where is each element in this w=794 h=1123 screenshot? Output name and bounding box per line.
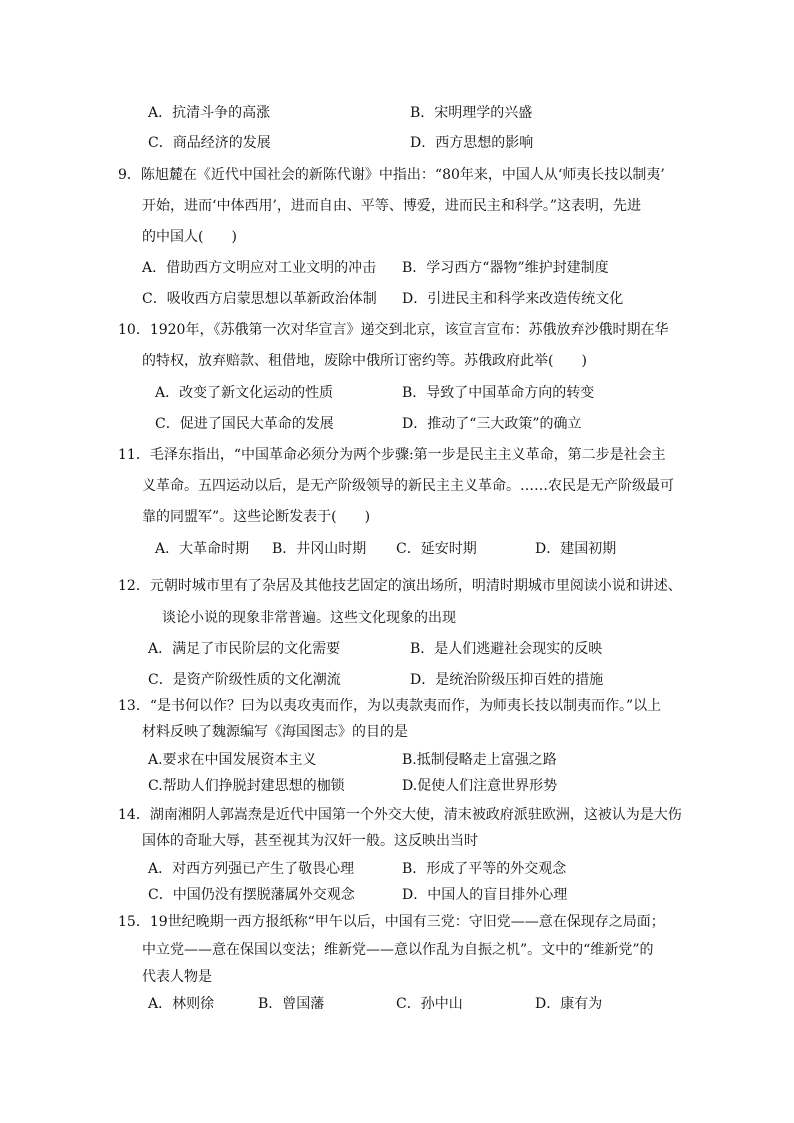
question-stem-line: 9．陈旭麓在《近代中国社会的新陈代谢》中指出：“80年来，中国人从‘师夷长技以制夷’ <box>118 167 665 183</box>
question-stem-line: 谈论小说的现象非常普遍。这些文化现象的出现 <box>162 610 456 626</box>
option-b: B．宋明理学的兴盛 <box>410 105 533 121</box>
option-d: D．中国人的盲目排外心理 <box>402 887 568 903</box>
option-b: B．曾国藩 <box>258 996 325 1012</box>
question-stem-line: 12．元朝时城市里有了杂居及其他技艺固定的演出场所，明清时期城市里阅读小说和讲述、 <box>118 578 682 594</box>
option-a: A．林则徐 <box>148 996 215 1012</box>
question-stem-line: 10．1920年，《苏俄第一次对华宣言》递交到北京，该宣言宣布：苏俄放弃沙俄时期在华 <box>118 322 669 338</box>
option-d: D．是统治阶级压抑百姓的措施 <box>410 672 604 688</box>
question-stem-line: 的中国人( ) <box>142 229 237 245</box>
question-stem-line: 材料反映了魏源编写《海国图志》的目的是 <box>142 724 408 740</box>
option-a: A．大革命时期 <box>155 541 250 557</box>
option-b: B．导致了中国革命方向的转变 <box>402 385 595 401</box>
question-stem-line: 14．湖南湘阴人郭嵩焘是近代中国第一个外交大使，清末被政府派驻欧洲，这被认为是大伤 <box>118 807 682 823</box>
question-stem-line: 代表人物是 <box>142 969 212 985</box>
option-d: D．康有为 <box>535 996 603 1012</box>
question-stem-line: 开始，进而‘中体西用’，进而自由、平等、博爱，进而民主和科学。”这表明，先进 <box>142 198 642 214</box>
option-a: A．借助西方文明应对工业文明的冲击 <box>142 260 377 276</box>
option-a: A．抗清斗争的高涨 <box>148 105 271 121</box>
option-c: C.帮助人们挣脱封建思想的枷锁 <box>148 778 345 794</box>
option-d: D．西方思想的影响 <box>410 135 534 151</box>
option-d: D．建国初期 <box>535 541 617 557</box>
question-stem-line: 15．19世纪晚期一西方报纸称“甲午以后，中国有三党：守旧党——意在保现存之局面； <box>118 914 665 930</box>
question-stem-line: 11．毛泽东指出，“中国革命必须分为两个步骤:第一步是民主主义革命，第二步是社会主 <box>118 447 666 463</box>
option-a: A．改变了新文化运动的性质 <box>155 385 334 401</box>
option-c: C．中国仍没有摆脱藩属外交观念 <box>148 887 355 903</box>
option-c: C．孙中山 <box>396 996 463 1012</box>
option-b: B．形成了平等的外交观念 <box>402 861 567 877</box>
option-d: D．引进民主和科学来改造传统文化 <box>402 291 624 307</box>
option-d: D.促使人们注意世界形势 <box>402 778 558 794</box>
option-b: B．是人们逃避社会现实的反映 <box>410 641 603 657</box>
option-c: C．延安时期 <box>396 541 477 557</box>
option-b: B.抵制侵略走上富强之路 <box>402 752 557 768</box>
question-stem-line: 的特权，放弃赔款、租借地，废除中俄所订密约等。苏俄政府此举( ) <box>142 353 587 369</box>
option-c: C．商品经济的发展 <box>148 135 271 151</box>
option-a: A.要求在中国发展资本主义 <box>148 752 317 768</box>
option-a: A．满足了市民阶层的文化需要 <box>148 641 341 657</box>
option-b: B．学习西方“器物”维护封建制度 <box>402 260 609 276</box>
option-c: C．是资产阶级性质的文化潮流 <box>148 672 341 688</box>
option-c: C．促进了国民大革命的发展 <box>155 416 334 432</box>
question-stem-line: 13．“是书何以作？曰为以夷攻夷而作，为以夷款夷而作，为师夷长技以制夷而作。”以上 <box>118 698 662 714</box>
question-stem-line: 中立党——意在保国以变法；维新党——意以作乱为自振之机”。文中的“维新党”的 <box>142 942 654 958</box>
question-stem-line: 靠的同盟军”。这些论断发表于( ) <box>142 509 371 525</box>
option-d: D．推动了“三大政策”的确立 <box>402 416 582 432</box>
question-stem-line: 义革命。五四运动以后，是无产阶级领导的新民主主义革命。……农民是无产阶级最可 <box>142 478 674 494</box>
option-b: B．井冈山时期 <box>272 541 367 557</box>
option-c: C．吸收西方启蒙思想以革新政治体制 <box>142 291 377 307</box>
question-stem-line: 国体的奇耻大辱，甚至视其为汉奸一般。这反映出当时 <box>142 833 478 849</box>
option-a: A．对西方列强已产生了敬畏心理 <box>148 861 355 877</box>
